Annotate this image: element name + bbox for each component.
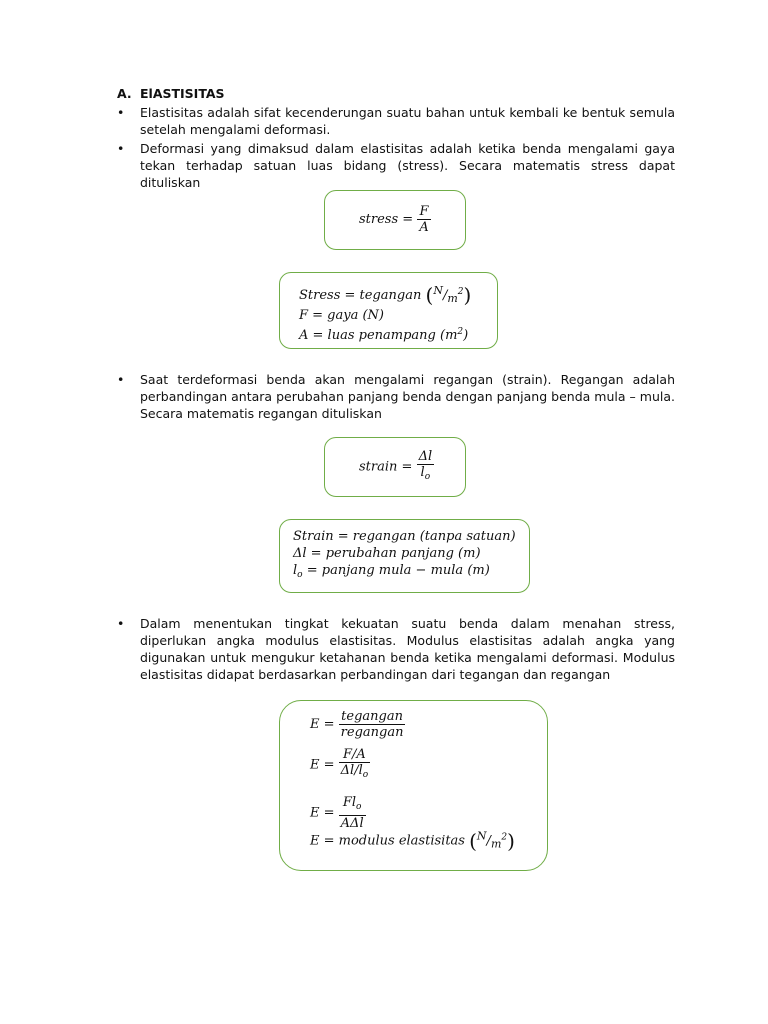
strain-definitions bbox=[293, 528, 516, 584]
strain-def-line-2: Δl = perubahan panjang (m) bbox=[293, 546, 481, 561]
stress-def-line-3: A = luas penampang $(m^2)$ bbox=[299, 327, 469, 343]
strain-def-line-3: $l_o$ = panjang mula − mula (m) bbox=[293, 563, 490, 580]
strain-denominator: $l_o$ bbox=[420, 465, 431, 482]
stress-lhs: stress bbox=[359, 212, 399, 227]
section-letter: A. bbox=[117, 86, 132, 101]
paragraph-text: Dalam menentukan tingkat kekuatan suatu benda dalam menahan stress, diperlukan angka modulus elastisitas. Modulus elastisitas adalah angka yang digunakan untuk mengukur ketahanan benda ketika mengalami deformasi. Modulus elastisitas didapat berdasarkan perbandingan dari tegangan dan regangan bbox=[140, 616, 675, 682]
bullet: • bbox=[117, 141, 125, 156]
modulus-formula-box bbox=[279, 700, 548, 871]
modulus-eq-3: E = $\frac{Fl_o}{\text{AΔl}}$ bbox=[310, 795, 364, 831]
strain-lhs: strain bbox=[359, 459, 398, 475]
strain-numerator: Δl bbox=[418, 449, 433, 464]
paragraph-4 bbox=[117, 615, 675, 683]
section-title: ElASTISITAS bbox=[140, 86, 225, 101]
stress-denominator: A bbox=[419, 220, 429, 235]
paragraph-text: Saat terdeformasi benda akan mengalami regangan (strain). Regangan adalah perbandingan antara perubahan panjang benda dengan panjang benda mula – mula. Secara matematis regangan dituliskan bbox=[140, 372, 675, 421]
stress-definition-box bbox=[279, 272, 498, 349]
paragraph-text: Elastisitas adalah sifat kecenderungan suatu bahan untuk kembali ke bentuk semula setelah mengalami deformasi. bbox=[140, 105, 675, 137]
strain-formula-box bbox=[324, 437, 466, 497]
modulus-eq-4: E = modulus elastisitas $(^N/_m^2)$ bbox=[310, 829, 515, 853]
strain-def-line-1: Strain = regangan (tanpa satuan) bbox=[293, 529, 516, 544]
section-heading bbox=[117, 86, 225, 101]
stress-formula-box bbox=[324, 190, 466, 250]
paragraph-text: Deformasi yang dimaksud dalam elastisitas adalah ketika benda mengalami gaya tekan terhadap satuan luas bidang (stress). Secara matematis stress dapat dituliskan bbox=[140, 141, 675, 190]
strain-definition-box bbox=[279, 519, 530, 593]
strain-fraction bbox=[417, 449, 435, 485]
strain-formula: strain = $\frac{\Delta l}{l_o}$ bbox=[359, 449, 434, 485]
stress-def-line-2: F = gaya (N) bbox=[299, 308, 384, 323]
modulus-eq-1: E = $\frac{\text{tegangan}}{\text{regangan}}$ bbox=[310, 709, 404, 740]
modulus-eq-2: E = $\frac{F/A}{\Delta l/l_o}$ bbox=[310, 747, 369, 780]
stress-fraction bbox=[417, 204, 430, 235]
bullet: • bbox=[117, 105, 125, 120]
bullet: • bbox=[117, 372, 125, 387]
stress-definitions bbox=[299, 282, 471, 344]
stress-numerator: F bbox=[417, 204, 430, 220]
paragraph-1 bbox=[117, 104, 675, 138]
paragraph-3 bbox=[117, 371, 675, 422]
bullet: • bbox=[117, 616, 125, 631]
paragraph-2 bbox=[117, 140, 675, 191]
stress-def-line-1: Stress = tegangan $(^N/_m^2)$ bbox=[299, 283, 472, 307]
stress-formula: stress = $\frac{F}{A}$ bbox=[359, 204, 429, 235]
